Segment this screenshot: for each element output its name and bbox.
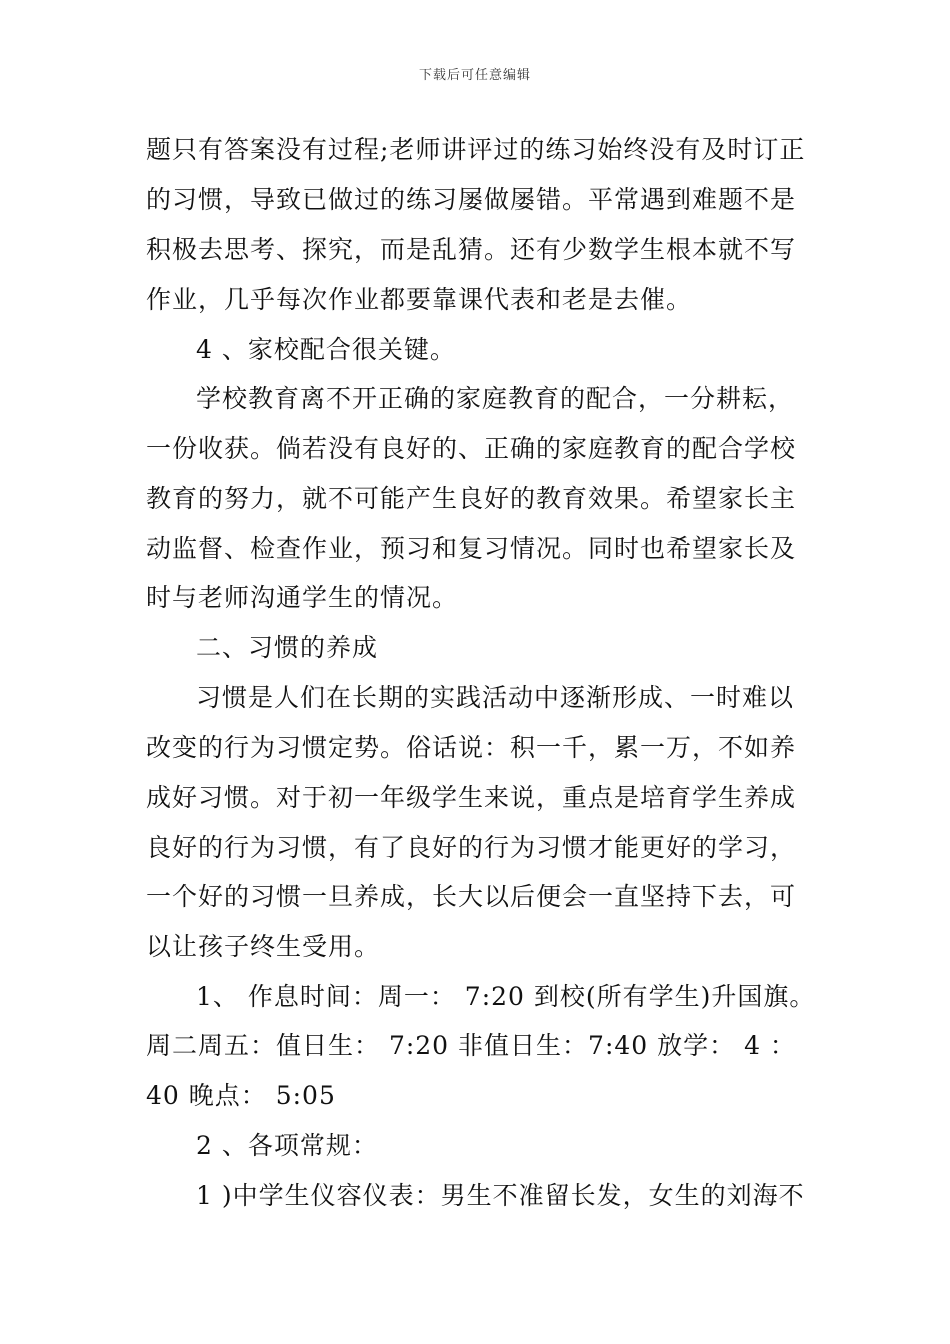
text-line: 40 晚点： 5:05 xyxy=(146,1081,336,1110)
text-line: 作业，几乎每次作业都要靠课代表和老是去催。 xyxy=(146,285,693,314)
text-line: 成好习惯。对于初一年级学生来说，重点是培育学生养成 xyxy=(146,783,797,812)
text-line: 习惯是人们在长期的实践活动中逐渐形成、一时难以 xyxy=(196,683,795,712)
text-line: 动监督、检查作业，预习和复习情况。同时也希望家长及 xyxy=(146,534,797,563)
text-line: 改变的行为习惯定势。俗话说：积一千，累一万，不如养 xyxy=(146,733,797,762)
section-heading: 2 、各项常规： xyxy=(196,1131,378,1160)
page-header: 下载后可任意编辑 xyxy=(418,68,531,83)
section-heading: 二、习惯的养成 xyxy=(196,633,379,662)
text-line: 周二周五：值日生： 7:20 非值日生：7:40 放学： 4 ： xyxy=(146,1031,796,1060)
text-line: 一份收获。倘若没有良好的、正确的家庭教育的配合学校 xyxy=(146,434,797,463)
text-line: 一个好的习惯一旦养成，长大以后便会一直坚持下去，可 xyxy=(146,882,797,911)
text-line: 良好的行为习惯，有了良好的行为习惯才能更好的学习， xyxy=(146,833,797,862)
text-line: 题只有答案没有过程;老师讲评过的练习始终没有及时订正 xyxy=(146,135,806,164)
text-line: 的习惯，导致已做过的练习屡做屡错。平常遇到难题不是 xyxy=(146,185,797,214)
text-line: 以让孩子终生受用。 xyxy=(146,932,381,961)
text-line: 教育的努力，就不可能产生良好的教育效果。希望家长主 xyxy=(146,484,797,513)
text-line: 1、 作息时间：周一： 7:20 到校(所有学生)升国旗。 xyxy=(196,982,816,1011)
text-line: 学校教育离不开正确的家庭教育的配合，一分耕耘， xyxy=(196,384,795,413)
text-line: 积极去思考、探究，而是乱猜。还有少数学生根本就不写 xyxy=(146,235,797,264)
text-line: 1 )中学生仪容仪表：男生不准留长发，女生的刘海不 xyxy=(196,1181,805,1210)
section-heading: 4 、家校配合很关键。 xyxy=(196,335,456,364)
text-line: 时与老师沟通学生的情况。 xyxy=(146,583,459,612)
